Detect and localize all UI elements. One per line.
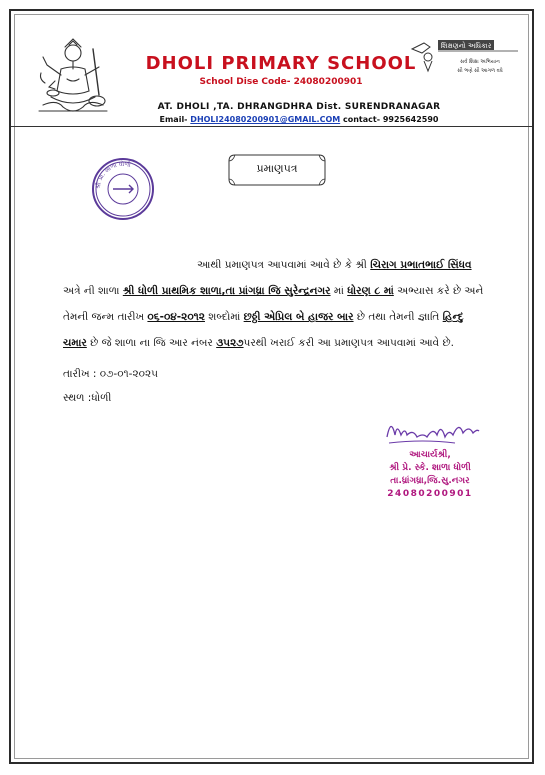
principal-location: તા.ધ્રાંગધ્રા,જિ.સુ.નગર [390, 476, 470, 486]
email-label: Email- [159, 115, 191, 124]
principal-stamp-block [371, 449, 489, 501]
certificate-title-box [227, 153, 327, 187]
body-line-4-end: પરથી ખરાઈ કરી આ પ્રમાણપત્ર આપવામાં આવે છે. [243, 337, 454, 349]
caste-part2: ચમાર [63, 337, 87, 349]
certificate-body [63, 252, 523, 356]
email-link[interactable]: DHOLI24080200901@GMAIL.COM [190, 115, 341, 124]
certificate-title: પ્રમાણપત્ર [256, 162, 298, 175]
body-line-2 [63, 278, 523, 304]
body-line-2-mid: માં [330, 285, 348, 297]
saraswati-logo [33, 35, 113, 123]
body-line-1-text: આથી પ્રમાણપત્ર આપવામાં આવે છે કે શ્રી [197, 259, 371, 271]
body-line-2-end: અભ્યાસ કરે છે અને [393, 285, 484, 297]
issue-date: તારીખ : ૦૭-૦૧-૨૦૨૫ [63, 368, 159, 380]
principal-code: 24080200901 [387, 489, 473, 499]
body-line-1 [63, 252, 523, 278]
body-line-3-text: તેમની જન્મ તારીખ [63, 311, 148, 323]
principal-designation: આચાર્યશ્રી, [409, 450, 451, 460]
header-divider [11, 126, 532, 127]
logo-right-line1: શિક્ષણનો અધિકાર [440, 42, 492, 50]
body-line-4-text: છે જે શાળા ના જિ આર નંબર [86, 337, 217, 349]
principal-school: શ્રી પ્રે. સ્કે. શાળા ધોળી [389, 463, 471, 473]
standard: ધોરણ ૮ માં [347, 285, 394, 297]
school-full-name: શ્રી ધોળી પ્રાથમિક શાળા,તા પ્રાંગધ્રા જિ સુરેન્દ્રનગર [122, 285, 331, 297]
caste-part1: હિન્દુ [442, 311, 464, 323]
dise-code: School Dise Code- 24080200901 [199, 77, 363, 87]
issue-place: સ્થળ :ધોળી [63, 392, 112, 404]
logo-right-line3: સૌ ભણે સૌ આગળ વધે [457, 68, 503, 74]
body-line-3-end: છે તથા તેમની જ્ઞાતિ [353, 311, 443, 323]
dob-digits: ૦૬-૦૪-૨૦૧૨ [147, 311, 205, 323]
school-stamp [91, 157, 155, 225]
body-line-2-text: અત્રે ની શાળા [63, 285, 123, 297]
school-name: DHOLI PRIMARY SCHOOL [145, 53, 417, 74]
body-line-3-mid: શબ્દોમાં [204, 311, 244, 323]
stamp-text: શ્રી પ્રા. શાળા ધોળી [94, 160, 132, 190]
gr-number: ૩૫૨૭ [216, 337, 244, 349]
certificate-page [9, 9, 534, 764]
contact-line [129, 115, 469, 124]
principal-signature [383, 415, 483, 453]
school-address: AT. DHOLI ,TA. DHRANGDHRA Dist. SURENDRANAGAR [157, 102, 441, 112]
body-line-4 [63, 330, 523, 356]
contact-number: contact- 9925642590 [340, 115, 439, 124]
logo-right-line2: સર્વ શિક્ષા અભિયાન [460, 59, 500, 65]
dob-words: છઠ્ઠી એપ્રિલ બે હાજર બાર [243, 311, 354, 323]
student-name: ચિરાગ પ્રભાતભાઈ સિંધવ [370, 259, 472, 271]
body-line-3 [63, 304, 523, 330]
